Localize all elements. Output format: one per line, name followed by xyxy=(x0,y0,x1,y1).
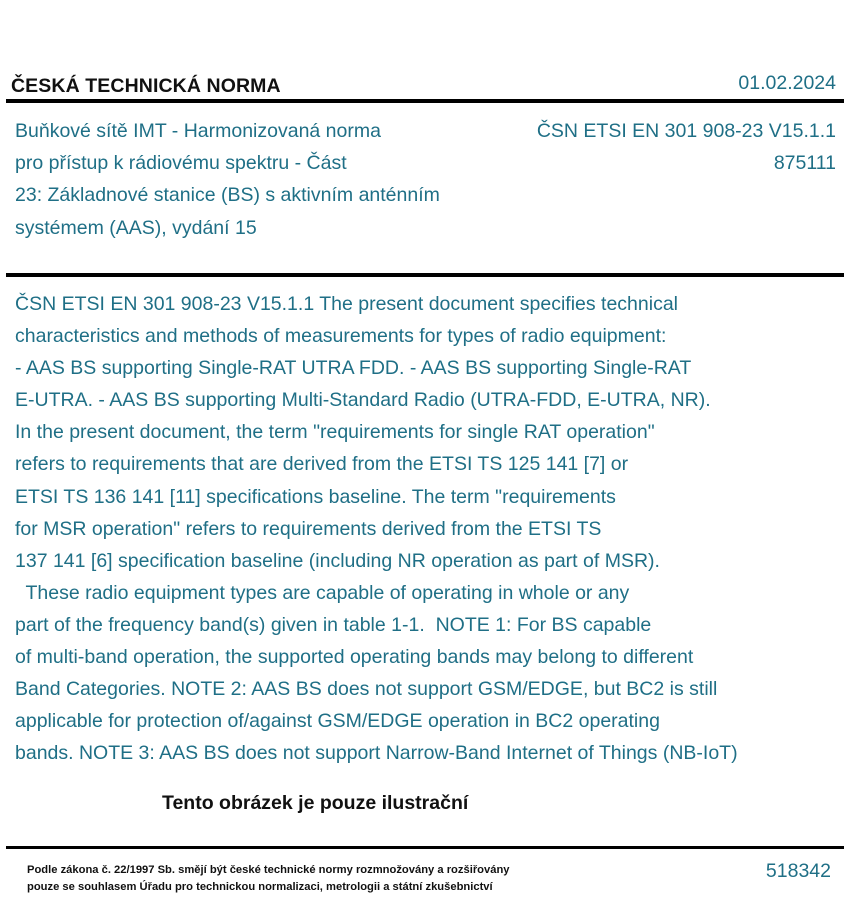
document-type-heading: ČESKÁ TECHNICKÁ NORMA xyxy=(11,75,281,97)
publication-date: 01.02.2024 xyxy=(738,72,836,94)
standard-title xyxy=(15,115,495,244)
footer-divider xyxy=(6,846,844,849)
abstract-line: refers to requirements that are derived from the ETSI TS 125 141 [7] or xyxy=(15,453,629,476)
abstract-line: bands. NOTE 3: AAS BS does not support Narrow-Band Internet of Things (NB-IoT) xyxy=(15,742,738,765)
illustration-disclaimer: Tento obrázek je pouze ilustrační xyxy=(162,792,469,814)
abstract-line: In the present document, the term "requirements for single RAT operation" xyxy=(15,421,655,444)
abstract-line: applicable for protection of/against GSM/EDGE operation in BC2 operating xyxy=(15,710,660,733)
abstract-line: for MSR operation" refers to requirements derived from the ETSI TS xyxy=(15,517,602,540)
abstract-line: These radio equipment types are capable of operating in whole or any xyxy=(15,581,630,604)
title-line: 23: Základnové stanice (BS) s aktivním anténním xyxy=(15,184,440,207)
abstract-line: Band Categories. NOTE 2: AAS BS does not support GSM/EDGE, but BC2 is still xyxy=(15,678,718,701)
abstract-line: characteristics and methods of measurements for types of radio equipment: xyxy=(15,325,667,348)
abstract-line: - AAS BS supporting Single-RAT UTRA FDD. - AAS BS supporting Single-RAT xyxy=(15,357,692,380)
catalog-code: 518342 xyxy=(765,860,831,882)
title-line: pro přístup k rádiovému spektru - Část xyxy=(15,152,347,175)
legal-notice xyxy=(27,862,510,896)
abstract-line: E-UTRA. - AAS BS supporting Multi-Standard Radio (UTRA-FDD, E-UTRA, NR). xyxy=(15,389,711,412)
abstract-line: ČSN ETSI EN 301 908-23 V15.1.1 The present document specifies technical xyxy=(15,293,679,315)
abstract-text xyxy=(15,288,815,769)
header-divider xyxy=(6,99,844,103)
standard-identifiers xyxy=(537,115,836,179)
title-line: Buňkové sítě IMT - Harmonizovaná norma xyxy=(15,120,381,142)
title-line: systémem (AAS), vydání 15 xyxy=(15,216,257,239)
abstract-line: ETSI TS 136 141 [11] specifications baseline. The term "requirements xyxy=(15,485,616,508)
standard-designation: ČSN ETSI EN 301 908-23 V15.1.1 xyxy=(536,120,836,142)
legal-line: Podle zákona č. 22/1997 Sb. smějí být české technické normy rozmnožovány a rozšiřovány xyxy=(27,864,510,876)
abstract-line: 137 141 [6] specification baseline (including NR operation as part of MSR). xyxy=(15,549,660,572)
standard-number: 875111 xyxy=(773,152,836,175)
legal-line: pouze se souhlasem Úřadu pro technickou normalizaci, metrologii a státní zkušebnictví xyxy=(27,881,493,893)
section-divider xyxy=(6,273,844,277)
abstract-line: of multi-band operation, the supported operating bands may belong to different xyxy=(15,646,694,669)
abstract-line: part of the frequency band(s) given in table 1-1. NOTE 1: For BS capable xyxy=(15,613,652,636)
